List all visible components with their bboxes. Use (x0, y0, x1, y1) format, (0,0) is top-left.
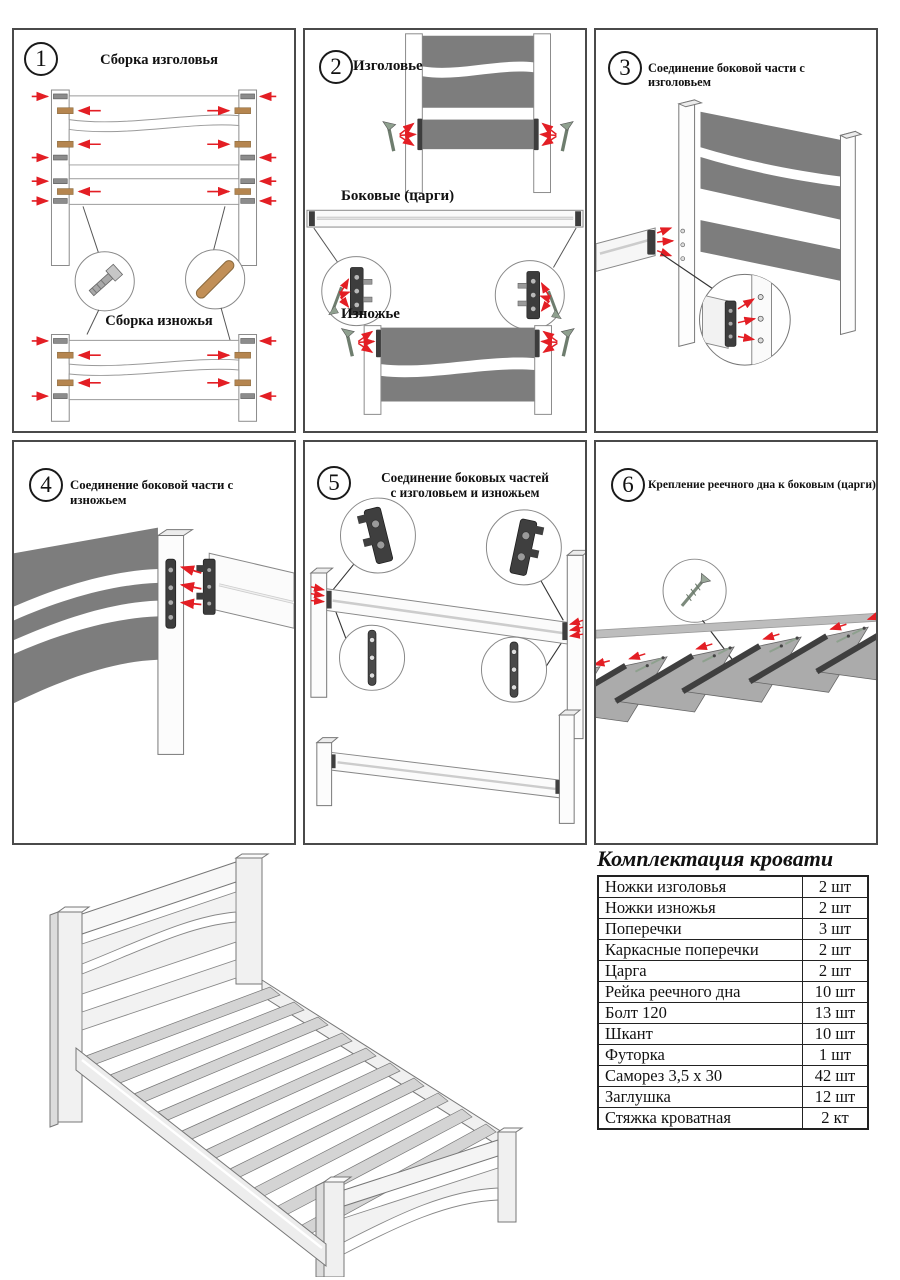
panel-step-1 (12, 28, 296, 433)
panel2-label-rails: Боковые (царги) (341, 188, 455, 204)
headboard-front-drawing (32, 90, 277, 265)
parts-table-body (598, 876, 868, 1129)
hook-plate-detail-circle-left (340, 498, 415, 573)
step-number-badge: 1 (24, 42, 58, 76)
table-row (598, 1045, 868, 1066)
plate-icon (535, 330, 540, 358)
panel5-title (365, 470, 565, 500)
part-name: Царга (598, 961, 803, 982)
footboard-front-drawing (32, 335, 277, 422)
step-number-badge: 4 (29, 468, 63, 502)
pin-strip-detail-circle-left (340, 625, 405, 690)
panel3-title: Соединение боковой части с изголовьем (648, 61, 805, 90)
step-number-badge: 3 (608, 51, 642, 85)
bolt-icon (53, 94, 67, 99)
panel1-title-bottom: Сборка изножья (105, 313, 213, 329)
table-row (598, 1087, 868, 1108)
dowel-detail-circle (186, 250, 245, 309)
part-qty: 2 кт (803, 1108, 869, 1130)
step-number-badge: 6 (611, 468, 645, 502)
side-rail-3d (596, 228, 685, 271)
table-row (598, 1108, 868, 1130)
part-name: Поперечки (598, 919, 803, 940)
panel-step-4 (12, 440, 296, 845)
screw-icon (341, 329, 354, 357)
pin-strip-detail-circle-right (481, 637, 546, 702)
panel1-title-top: Сборка изголовья (100, 52, 218, 68)
assembled-bed-drawing (28, 852, 593, 1277)
part-qty: 10 шт (803, 982, 869, 1003)
part-qty: 2 шт (803, 961, 869, 982)
footboard-edge-3d (14, 528, 158, 703)
panel2-label-footboard: Изножье (341, 306, 400, 322)
part-qty: 2 шт (803, 876, 869, 898)
panel3-illustration (596, 30, 876, 431)
part-qty: 1 шт (803, 1045, 869, 1066)
footboard-post-3d (158, 530, 193, 755)
side-rail-3d (196, 553, 294, 628)
step-number-badge: 5 (317, 466, 351, 500)
panel-step-3 (594, 28, 878, 433)
rail-plate-detail-circle-right (495, 261, 564, 330)
part-name: Рейка реечного дна (598, 982, 803, 1003)
screw-detail-circle (663, 559, 726, 622)
plate-icon (376, 330, 381, 358)
plate-icon (417, 119, 422, 151)
panel2-label-headboard: Изголовье (353, 58, 423, 74)
table-row (598, 961, 868, 982)
second-rail-drawing (317, 710, 580, 823)
plate-icon (327, 591, 332, 609)
part-qty: 10 шт (803, 1024, 869, 1045)
panel5-title-line1: Соединение боковых частей (381, 470, 549, 485)
part-name: Ножки изножья (598, 898, 803, 919)
part-qty: 13 шт (803, 1003, 869, 1024)
hook-plate-detail-circle-right (486, 510, 561, 585)
panel2-illustration (305, 30, 585, 431)
panel-step-2 (303, 28, 587, 433)
panel4-title: Соединение боковой части с изножьем (70, 478, 234, 507)
table-row (598, 876, 868, 898)
parts-table-title: Комплектация кровати (597, 846, 834, 871)
parts-list (597, 846, 871, 1130)
part-name: Болт 120 (598, 1003, 803, 1024)
part-name: Ножки изголовья (598, 876, 803, 898)
table-row (598, 1066, 868, 1087)
screw-icon (561, 329, 574, 357)
part-name: Футорка (598, 1045, 803, 1066)
part-name: Саморез 3,5 x 30 (598, 1066, 803, 1087)
panel6-title: Крепление реечного дна к боковым (царги) (648, 478, 876, 491)
part-qty: 3 шт (803, 919, 869, 940)
bolt-icon (53, 198, 67, 203)
part-qty: 2 шт (803, 940, 869, 961)
panel-step-6 (594, 440, 878, 845)
table-row (598, 940, 868, 961)
panel5-title-line2: с изголовьем и изножьем (390, 485, 540, 501)
dowel-icon (57, 189, 73, 195)
table-row (598, 898, 868, 919)
part-qty: 2 шт (803, 898, 869, 919)
part-name: Стяжка кроватная (598, 1108, 803, 1130)
screw-icon (383, 122, 396, 152)
dowel-icon (57, 141, 73, 147)
part-name: Заглушка (598, 1087, 803, 1108)
panel5-illustration (305, 442, 585, 843)
bolt-icon (53, 155, 67, 160)
panel-step-5 (303, 440, 587, 845)
screw-icon (560, 122, 573, 152)
panel6-illustration (596, 442, 876, 843)
parts-table (597, 875, 869, 1130)
part-qty: 42 шт (803, 1066, 869, 1087)
panel1-illustration (14, 30, 294, 431)
table-row (598, 1024, 868, 1045)
plate-icon (562, 622, 567, 640)
footboard-drawing (341, 326, 574, 415)
plate-icon (647, 230, 655, 255)
plate-icon (534, 119, 539, 151)
near-rail-3d (76, 1048, 326, 1266)
part-name: Каркасные поперечки (598, 940, 803, 961)
dowel-icon (57, 108, 73, 114)
table-row (598, 1003, 868, 1024)
bolt-icon (53, 179, 67, 184)
plate-icon (575, 211, 581, 226)
table-row (598, 919, 868, 940)
plate-icon (309, 211, 315, 226)
connection-detail-circle (700, 270, 791, 372)
part-qty: 12 шт (803, 1087, 869, 1108)
table-row (598, 982, 868, 1003)
bolt-detail-circle (75, 252, 134, 311)
part-name: Шкант (598, 1024, 803, 1045)
step-number-badge: 2 (319, 50, 353, 84)
